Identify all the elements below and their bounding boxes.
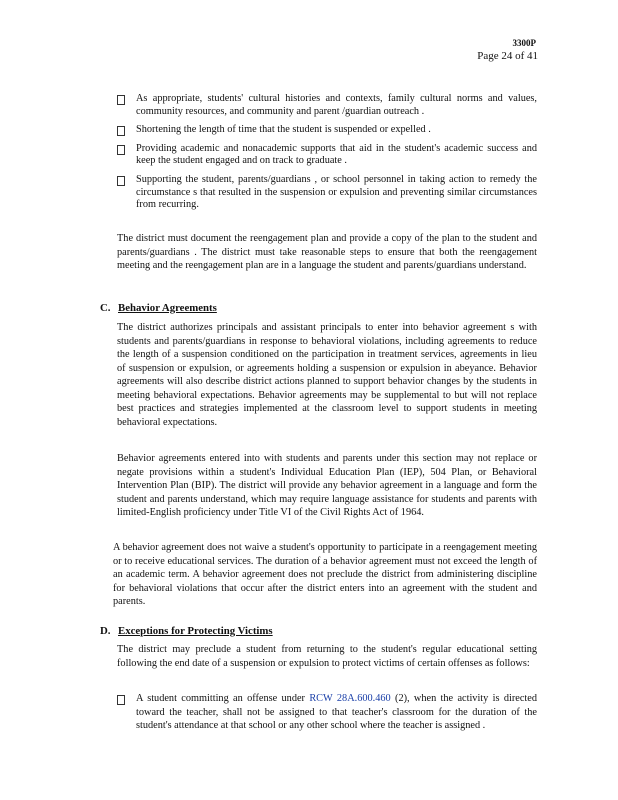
list-item (117, 93, 537, 118)
section-title: Exceptions for Protecting Victims (118, 625, 273, 637)
victims-intro-paragraph: The district may preclude a student from returning to the student's regular educational setting following the end date of a suspension or expulsion to protect victims of certain offenses as follows: (117, 644, 537, 669)
checkbox-bullet-icon (117, 126, 125, 136)
policy-code: 3300P (512, 38, 536, 48)
list-item-text-end: (2), when the activity is directed toward the teacher, shall not be assigned to that teacher's classroom for the duration of the student's attendance at that school or any other school where the teacher is assigned . (136, 693, 537, 731)
list-item (117, 174, 537, 212)
page-number: Page 24 of 41 (477, 50, 538, 62)
section-letter: D. (100, 625, 111, 637)
list-item-text: Supporting the student, parents/guardians , or school personnel in taking action to remedy the circumstance s that resulted in the suspension or expulsion and preventing similar circumstances from recurring. (136, 173, 537, 211)
section-letter: C. (100, 302, 111, 314)
behavior-agreements-paragraph-3: A behavior agreement does not waive a student's opportunity to participate in a reengagement meeting or to receive educational services. The duration of a behavior agreement must not exceed the length of an academic term. A behavior agreement does not preclude the district from administering discipline for behavioral violations that occur after the district enters into an agreement with the student and parents. (113, 542, 537, 607)
list-item-text-start: A student committing an offense under (136, 693, 310, 704)
list-item (117, 124, 537, 137)
behavior-agreements-paragraph-2: Behavior agreements entered into with students and parents under this section may not replace or negate provisions within a student's Individual Education Plan (IEP), 504 Plan, or Behavioral Intervention Plan (BIP). The district will provide any behavior agreement in a language and form the student and parents understand, which may require language assistance for students and parents with limited-English proficiency under Title VI of the Civil Rights Act of 1964. (117, 453, 537, 518)
checkbox-bullet-icon (117, 176, 125, 186)
list-item (117, 143, 537, 168)
list-item-text: Shortening the length of time that the student is suspended or expelled . (136, 124, 431, 136)
list-item-text: As appropriate, students' cultural histories and contexts, family cultural norms and values, community resources, and community and parent /guardian outreach . (136, 93, 537, 117)
rcw-link[interactable]: RCW 28A.600.460 (309, 693, 391, 704)
document-plan-paragraph: The district must document the reengagement plan and provide a copy of the plan to the student and parents/guardians . The district must take reasonable steps to ensure that both the reengagement meeting and the reengagement plan are in a language the student and parents/guardians understand. (117, 233, 537, 271)
checkbox-bullet-icon (117, 95, 125, 105)
section-title: Behavior Agreements (118, 302, 217, 314)
section-c-heading (100, 302, 217, 314)
checkbox-bullet-icon (117, 145, 125, 155)
list-item-text: Providing academic and nonacademic supports that aid in the student's academic success and keep the student engaged and on track to graduate . (136, 142, 537, 167)
checkbox-bullet-icon (117, 695, 125, 705)
behavior-agreements-paragraph-1: The district authorizes principals and assistant principals to enter into behavior agreement s with students and parents/guardians in response to behavioral violations, including agreements to reduce the length of a suspension conditioned on the participation in treatment services, agreements in lieu of suspension or expulsion, or agreements holding a suspension or expulsion in abeyance. Behavior agreements will also describe district actions planned to support behavior changes by the students in meeting behavioral expectations. Behavior agreements may be supplemental to but will not replace best practices and strategies implemented at the classroom level to support students in meeting behavioral expectations. (117, 322, 537, 428)
section-d-heading (100, 625, 273, 637)
reengagement-plan-bullets (117, 93, 537, 218)
list-item (117, 692, 537, 733)
